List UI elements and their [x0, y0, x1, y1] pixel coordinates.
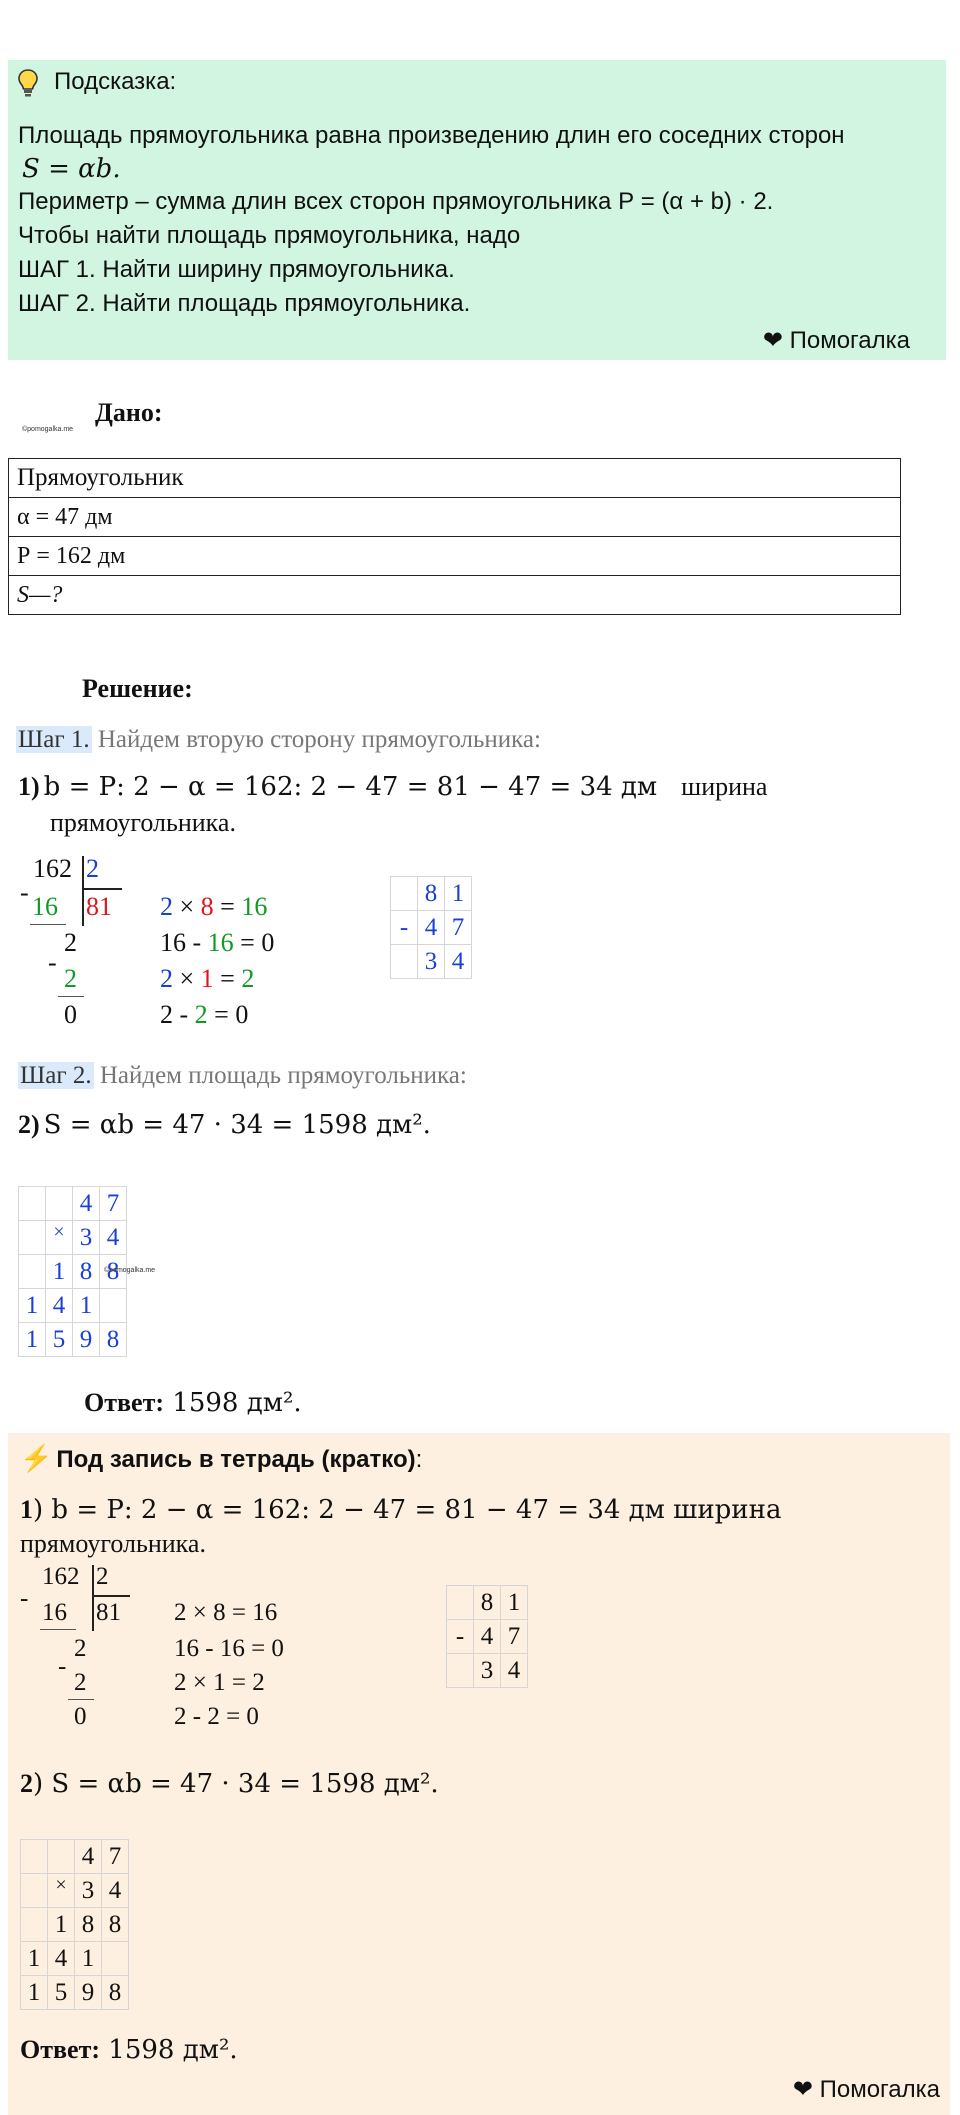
equation-1: 1) b = Р: 2 − α = 162: 2 − 47 = 81 − 47 = 34 дм ширина: [18, 772, 768, 802]
grid-cell: [21, 1908, 48, 1942]
grid-cell: [21, 1840, 48, 1874]
given-table: [8, 458, 901, 615]
heart-icon: ❤: [792, 2076, 813, 2103]
given-row: Р = 162 дм: [9, 537, 901, 576]
minus-sign: -: [20, 878, 29, 907]
grid-cell: [19, 1221, 46, 1255]
times-sign: ×: [46, 1221, 73, 1255]
subtrahend-1: 16: [32, 892, 58, 921]
minus-sign: -: [58, 1653, 67, 1680]
grid-cell: [46, 1187, 73, 1221]
given-row: Прямоугольник: [9, 459, 901, 498]
dividend: 162: [42, 1563, 80, 1590]
grid-cell: 8: [73, 1255, 100, 1289]
hint-step1: ШАГ 1. Найти ширину прямоугольника.: [18, 256, 455, 283]
remainder-2: 0: [64, 1000, 77, 1029]
grid-cell: [19, 1255, 46, 1289]
minus-sign: -: [447, 1620, 474, 1654]
subtrahend-2: 2: [64, 964, 77, 993]
equation-2: 2) S = αb = 47 · 34 = 1598 дм².: [18, 1110, 431, 1140]
grid-cell: [21, 1874, 48, 1908]
note-equation-2: 2) S = αb = 47 · 34 = 1598 дм².: [20, 1769, 439, 1799]
grid-cell: [48, 1840, 75, 1874]
quotient: 81: [96, 1599, 121, 1626]
watermark: ©pomogalka.me: [22, 426, 74, 433]
grid-cell: 8: [474, 1586, 501, 1620]
grid-cell: 8: [100, 1323, 127, 1357]
given-row: S—?: [9, 576, 901, 615]
note-answer: Ответ: 1598 дм².: [20, 2035, 238, 2065]
grid-cell: 9: [73, 1323, 100, 1357]
grid-cell: 1: [46, 1255, 73, 1289]
minus-sign: -: [48, 948, 57, 977]
lightning-icon: ⚡: [20, 1443, 53, 1473]
grid-cell: 1: [75, 1942, 102, 1976]
grid-cell: 7: [445, 911, 472, 945]
remainder-1: 2: [74, 1635, 87, 1662]
solution-title: Решение:: [82, 674, 193, 703]
minus-sign: -: [391, 911, 418, 945]
grid-cell: [100, 1289, 127, 1323]
grid-cell: 8: [102, 1976, 129, 2010]
grid-cell: 4: [100, 1221, 127, 1255]
note-subtraction-grid: [446, 1585, 528, 1688]
hint-box: [8, 60, 946, 360]
times-sign: ×: [48, 1874, 75, 1908]
note-multiplication-grid: [20, 1839, 129, 2010]
answer: Ответ: 1598 дм².: [84, 1388, 302, 1418]
grid-cell: 1: [73, 1289, 100, 1323]
grid-cell: 1: [48, 1908, 75, 1942]
grid-cell: 4: [418, 911, 445, 945]
divisor: 2: [86, 854, 99, 883]
grid-cell: 4: [46, 1289, 73, 1323]
subtrahend-2: 2: [74, 1669, 87, 1696]
check-line: 2 × 1 = 2: [174, 1669, 265, 1696]
note-long-division: [18, 1563, 308, 1730]
hint-step2: ШАГ 2. Найти площадь прямоугольника.: [18, 290, 471, 317]
subtrahend-1: 16: [42, 1599, 67, 1626]
grid-cell: 1: [501, 1586, 528, 1620]
step1-heading: Шаг 1. Найдем вторую сторону прямоугольника:: [18, 726, 541, 753]
grid-cell: 1: [19, 1323, 46, 1357]
grid-cell: [391, 877, 418, 911]
grid-cell: [447, 1654, 474, 1688]
watermark: ©pomogalka.me: [104, 1267, 156, 1274]
grid-cell: 9: [75, 1976, 102, 2010]
hint-formula-area: S = αb.: [22, 154, 121, 184]
grid-cell: 3: [73, 1221, 100, 1255]
remainder-1: 2: [64, 928, 77, 957]
check-line: 2 - 2 = 0: [174, 1703, 259, 1730]
hint-line: Периметр – сумма длин всех сторон прямоугольника Р = (α + b) · 2.: [18, 188, 774, 215]
check-line: 2 × 1 = 2: [160, 964, 255, 993]
long-division: [18, 852, 358, 1042]
grid-cell: 3: [474, 1654, 501, 1688]
grid-cell: 1: [21, 1942, 48, 1976]
grid-cell: 8: [102, 1908, 129, 1942]
hint-title: Подсказка:: [54, 68, 177, 95]
grid-cell: [19, 1187, 46, 1221]
grid-cell: 5: [48, 1976, 75, 2010]
given-title: Дано:: [95, 398, 163, 427]
grid-cell: 4: [102, 1874, 129, 1908]
grid-cell: 5: [46, 1323, 73, 1357]
grid-cell: 4: [445, 945, 472, 979]
grid-cell: 8: [418, 877, 445, 911]
grid-cell: 1: [21, 1976, 48, 2010]
subtraction-grid: [390, 876, 472, 979]
grid-cell: 1: [445, 877, 472, 911]
grid-cell: [447, 1586, 474, 1620]
equation-1-cont: прямоугольника.: [50, 808, 236, 837]
minus-sign: -: [20, 1585, 29, 1612]
grid-cell: 7: [501, 1620, 528, 1654]
step2-heading: Шаг 2. Найдем площадь прямоугольника:: [20, 1062, 467, 1089]
grid-cell: 4: [75, 1840, 102, 1874]
grid-cell: [391, 945, 418, 979]
check-line: 2 × 8 = 16: [160, 892, 268, 921]
grid-cell: 7: [100, 1187, 127, 1221]
note-equation-1: 1) b = Р: 2 − α = 162: 2 − 47 = 81 − 47 = 34 дм ширина: [20, 1495, 782, 1525]
note-equation-1-cont: прямоугольника.: [20, 1529, 206, 1558]
heart-icon: ❤: [762, 327, 783, 354]
grid-cell: 8: [75, 1908, 102, 1942]
grid-cell: 4: [73, 1187, 100, 1221]
given-row: α = 47 дм: [9, 498, 901, 537]
quotient: 81: [86, 892, 112, 921]
grid-cell: 3: [75, 1874, 102, 1908]
lightbulb-icon: [17, 68, 39, 98]
notebook-title-row: ⚡ Под запись в тетрадь (кратко):: [20, 1443, 423, 1473]
remainder-2: 0: [74, 1703, 87, 1730]
check-line: 16 - 16 = 0: [160, 928, 275, 957]
brand-label: ❤ Помогалка: [762, 327, 910, 354]
hint-line: Чтобы найти площадь прямоугольника, надо: [18, 222, 521, 249]
notebook-title: Под запись в тетрадь (кратко): [56, 1446, 416, 1473]
grid-cell: 1: [19, 1289, 46, 1323]
hint-line: Площадь прямоугольника равна произведению длин его соседних сторон: [18, 122, 845, 149]
grid-cell: 8: [100, 1255, 127, 1289]
dividend: 162: [33, 854, 72, 883]
grid-cell: 4: [501, 1654, 528, 1688]
check-line: 2 × 8 = 16: [174, 1599, 278, 1626]
brand-label: ❤ Помогалка: [792, 2076, 940, 2103]
grid-cell: 3: [418, 945, 445, 979]
grid-cell: 7: [102, 1840, 129, 1874]
grid-cell: [102, 1942, 129, 1976]
check-line: 16 - 16 = 0: [174, 1635, 284, 1662]
check-line: 2 - 2 = 0: [160, 1000, 249, 1029]
divisor: 2: [96, 1563, 109, 1590]
grid-cell: 4: [474, 1620, 501, 1654]
grid-cell: 4: [48, 1942, 75, 1976]
notebook-box: [8, 1433, 950, 2115]
